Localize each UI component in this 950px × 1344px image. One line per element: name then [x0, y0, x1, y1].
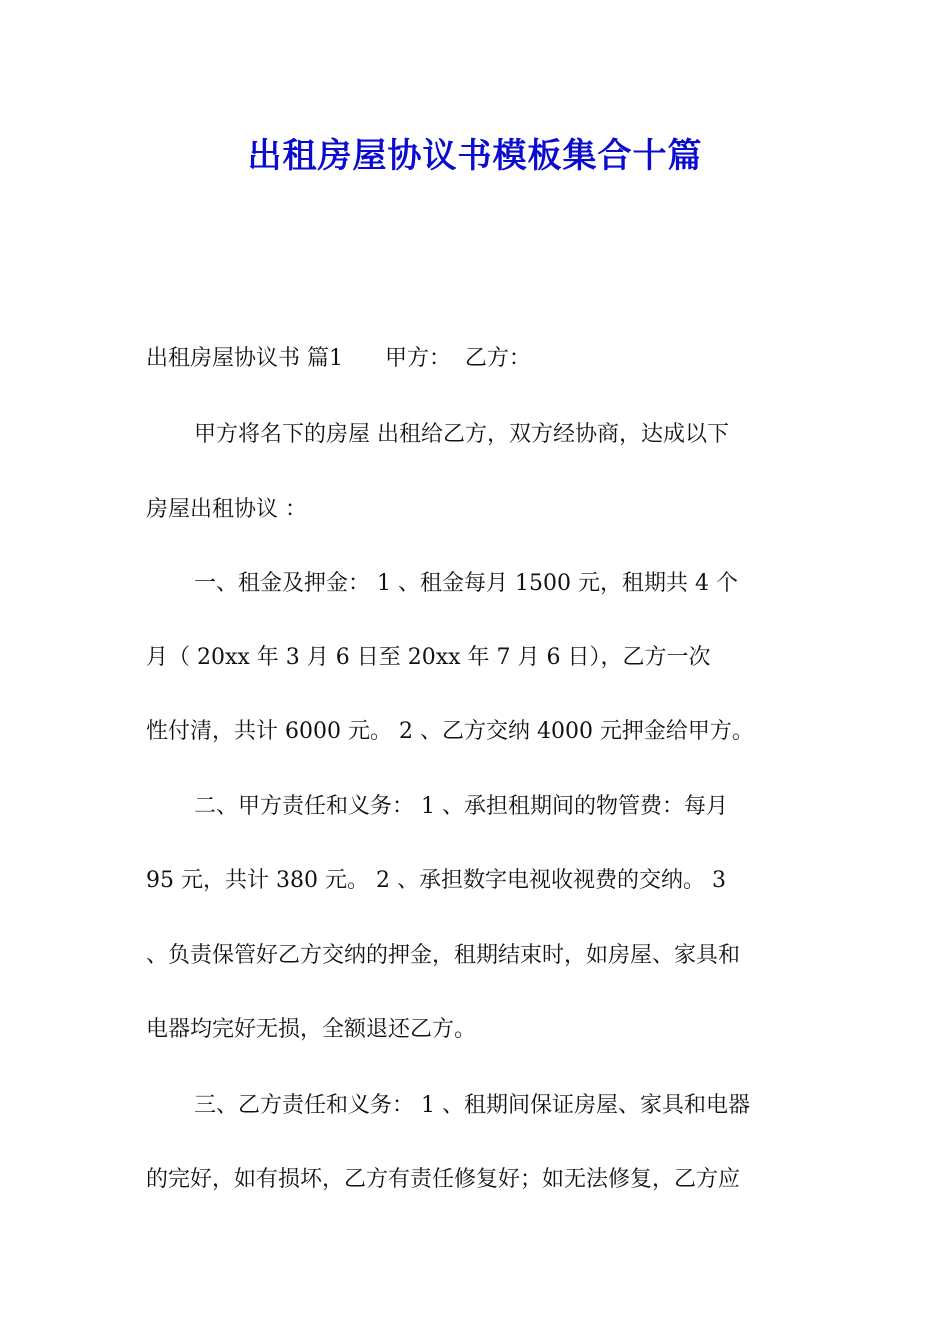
document-title: 出租房屋协议书模板集合十篇 — [247, 136, 703, 176]
text-line: 二、甲方责任和义务： 1 、承担租期间的物管费：每月 — [194, 794, 728, 819]
text-line: 房屋出租协议 ： — [146, 497, 307, 522]
text-line: 三、乙方责任和义务： 1 、租期间保证房屋、家具和电器 — [194, 1093, 750, 1118]
text-line: 一、租金及押金： 1 、租金每月 1500 元，租期共 4 个 — [194, 571, 738, 596]
text-line: 月（ 20xx 年 3 月 6 日至 20xx 年 7 月 6 日），乙方一次 — [146, 645, 711, 670]
text-line: 、负责保管好乙方交纳的押金，租期结束时，如房屋、家具和 — [146, 943, 741, 968]
text-line: 出租房屋协议书 篇1 甲方： 乙方： — [146, 346, 531, 371]
text-line: 甲方将名下的房屋 出租给乙方，双方经协商，达成以下 — [194, 422, 729, 447]
text-line: 性付清，共计 6000 元。 2 、乙方交纳 4000 元押金给甲方。 — [146, 719, 754, 744]
text-line: 电器均完好无损，全额退还乙方。 — [146, 1017, 477, 1042]
text-line: 的完好，如有损坏，乙方有责任修复好；如无法修复，乙方应 — [146, 1167, 741, 1192]
text-line: 95 元，共计 380 元。 2 、承担数字电视收视费的交纳。 3 — [146, 868, 726, 893]
